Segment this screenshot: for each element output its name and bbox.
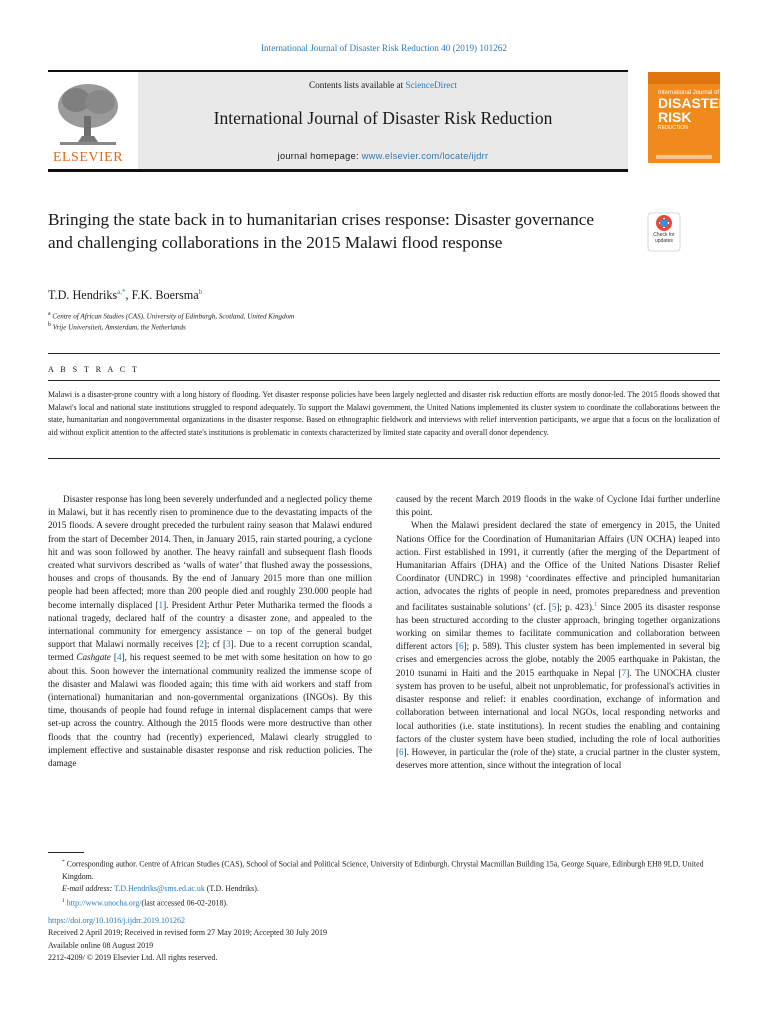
available-online: Available online 08 August 2019 <box>48 940 154 950</box>
citation-link[interactable]: 4 <box>116 652 122 663</box>
journal-citation[interactable]: International Journal of Disaster Risk Reduction 40 (2019) 101262 <box>261 43 507 53</box>
abstract-top-rule <box>48 353 720 354</box>
author-boersma[interactable]: F.K. Boersma <box>131 288 199 303</box>
contents-prefix: Contents lists available at <box>309 80 406 90</box>
journal-cover-thumbnail[interactable] <box>648 72 729 163</box>
homepage-link[interactable]: www.elsevier.com/locate/ijdrr <box>361 151 489 161</box>
body-paragraph-continued: caused by the recent March 2019 floods in the wake of Cyclone Idai further underline this point. <box>396 494 720 518</box>
fn1-mark: 1 <box>62 897 65 904</box>
article-title: Bringing the state back in to humanitarian crises response: Disaster governance and challenging collaborations in the 2015 Malawi flood response <box>48 210 595 252</box>
citation-link[interactable]: 2 <box>199 639 204 650</box>
cover-foot <box>656 155 712 159</box>
contents-line <box>138 80 628 90</box>
footnote-ref[interactable]: 1 <box>594 601 598 608</box>
citation-link[interactable]: 5 <box>551 601 557 612</box>
footnote-1: $^1$ http://www.unocha.org/(last accessed 06-02-2018). <box>62 897 229 908</box>
received-dates: Received 2 April 2019; Received in revised form 27 May 2019; Accepted 30 July 2019 <box>48 928 328 938</box>
masthead-rule-bottom <box>48 169 628 172</box>
unocha-link[interactable]: http://www.unocha.org/ <box>66 898 142 908</box>
citation-link[interactable]: 1 <box>158 599 164 610</box>
author-hendriks[interactable]: T.D. Hendriks <box>48 288 118 303</box>
email-note: E-mail address: T.D.Hendriks@sms.ed.ac.uk (T.D. Hendriks). <box>62 883 259 893</box>
affiliation-b <box>48 322 648 331</box>
cover-line1: International Journal of <box>658 90 720 96</box>
footnotes <box>48 856 720 909</box>
email-link[interactable]: T.D.Hendriks@sms.ed.ac.uk <box>114 883 205 893</box>
journal-title: International Journal of Disaster Risk Reduction <box>213 108 553 128</box>
author-separator: , <box>125 288 132 303</box>
affil-a-text: Centre of African Studies (CAS), University of Edinburgh, Scotland, United Kingdom <box>52 312 295 321</box>
homepage-prefix: journal homepage: <box>277 151 362 161</box>
corr-mark: * <box>62 859 65 865</box>
affil-a-mark: a <box>48 311 51 317</box>
abstract-heading-rule <box>48 380 720 381</box>
authors <box>48 288 648 303</box>
affil-b-mark: b <box>48 322 51 328</box>
journal-homepage <box>138 151 628 161</box>
affiliation-a <box>48 311 648 320</box>
sciencedirect-link[interactable]: ScienceDirect <box>405 80 457 90</box>
citation-link[interactable]: 7 <box>621 667 627 678</box>
cover-band <box>648 72 720 84</box>
publication-info <box>48 915 720 965</box>
cover-line2: DISASTER RISK <box>658 95 729 125</box>
body-column-right <box>396 493 720 772</box>
abstract-bottom-rule <box>48 458 720 459</box>
author1-affil-marks[interactable]: a,* <box>117 288 126 296</box>
body-column-left <box>48 493 372 770</box>
email-label: E-mail address: <box>62 883 113 893</box>
affil-b-text: Vrije Universiteit, Amsterdam, the Netherlands <box>52 323 186 332</box>
corresponding-author-note: * Corresponding author. Centre of African Studies (CAS), School of Social and Political Science, University of Edinburgh. Chrystal Macmillan Building 15a, George Square, Edinburgh EH8 9LD, United Kingdom. <box>62 859 704 881</box>
elsevier-logo-text: ELSEVIER <box>52 150 124 165</box>
abstract-text: Malawi is a disaster-prone country with a long history of flooding. Yet disaster response policies have been largely neglected and disaster risk reduction efforts are mostly donor-led. The 2015 floods showed that Malawi's local and national state institutions struggled to respond adequately. To support the Malawi government, the United Nations implemented its cluster system to coordinate the collaborations between the state, humanitarian and nongovernmental organizations in the disaster response. Based on ethnographic fieldwork and interviews with relief intervention participants, we argue that a focus on the localization of aid without explicit attention to the affected state's institutions is problematic in contexts characterized by limited state capacity and overall donor dependency. <box>48 390 720 437</box>
author2-affil-marks[interactable]: b <box>198 288 203 296</box>
body-paragraph: Disaster response has long been severely underfunded and a neglected policy theme in Malawi, but it has recently risen to prominence due to the devastating impacts of the 2015 floods. A severe drought preceded the turbulent rainy season that Malawi endured from the start of December 2014. Then, in January 2015, rain started pouring, a cyclone hit and was soon followed by another. The heavy rainfall and subsequent flash floods created what survivors described as ‘walls of water’ that flushed away the possessions, houses and crops of thousands. By the end of January 2015 more than one million people had been affected; more than 200 people died and roughly 230.000 people had become internally displaced [1]. President Arthur Peter Mutharika termed the floods a national tragedy, declared half of the country a disaster zone, and appealed to the international community for emergency assistance – on top of the general budget support that Malawi normally receives [2]; cf [3]. Due to a recent corruption scandal, termed Cashgate [4], his request seemed to be met with some hesitation on how to go about this. Soon however the international community realized the immense scope of the disaster and Malawi was flooded again; this time with aid workers and staff from (international) humanitarian and non-governmental organizations (INGOs). By this time, thousands of people had found refuge in internal displacement camps that were set-up across the country. Although the 2015 floods were more destructive than other floods that the country had (recently) experienced, Malawi clearly struggled to implement effective and sustainable disaster response and risk reduction policies. The damage <box>48 494 372 769</box>
abstract-heading: A B S T R A C T <box>48 365 140 374</box>
doi-link[interactable]: https://doi.org/10.1016/j.ijdrr.2019.101262 <box>48 916 185 925</box>
body-paragraph: When the Malawi president declared the state of emergency in 2015, the United Nations Office for the Coordination of Humanitarian Affairs (UN OCHA) leaped into action. First established in 1991, it currently (after the merging of the Department of Humanitarian Affairs (DHA) and the Office of the United Nations Disaster Relief Coordinator (UNDRC) in 1998) ‘coordinates effective and principled humanitarian action, advocates the rights of people in need, promotes preparedness and prevention and facilitates sustainable solutions’ (cf. [5]; p. 423).$^1$ Since 2005 its disaster response has been structured according to the cluster approach, bringing together organizations working on similar themes to facilitate communication and collaboration between different actors [6]; p. 589). This cluster system has been implemented in several big crises and emergencies across the globe, notably the 2005 earthquake in Pakistan, the 2010 tsunami in Haiti and the 2015 earthquake in Nepal [7]. The UNOCHA cluster system has proven to be useful, albeit not unproblematic, for professional's activities in disaster response and relief: it enables coordination, exchange of information and collaboration between international and local NGOs, local responding networks and local authorities (i.e. state institutions). In recent studies the enabling and containing factors of the cluster system have been studied, including the role of local authorities [6]. However, in particular the (role of the) state, a crucial partner in the cluster system, deserves more attention, since without the integration of local <box>396 520 720 771</box>
citation-link[interactable]: 6 <box>399 746 404 757</box>
citation-link[interactable]: 6 <box>458 641 464 652</box>
cashgate-term: Cashgate <box>76 652 111 663</box>
copyright: 2212-4209/ © 2019 Elsevier Ltd. All rights reserved. <box>48 953 218 963</box>
crossmark-label: Check for updates <box>653 232 675 244</box>
citation-link[interactable]: 3 <box>226 639 231 650</box>
footnote-rule <box>48 852 84 853</box>
cover-line4: REDUCTION <box>658 125 688 131</box>
